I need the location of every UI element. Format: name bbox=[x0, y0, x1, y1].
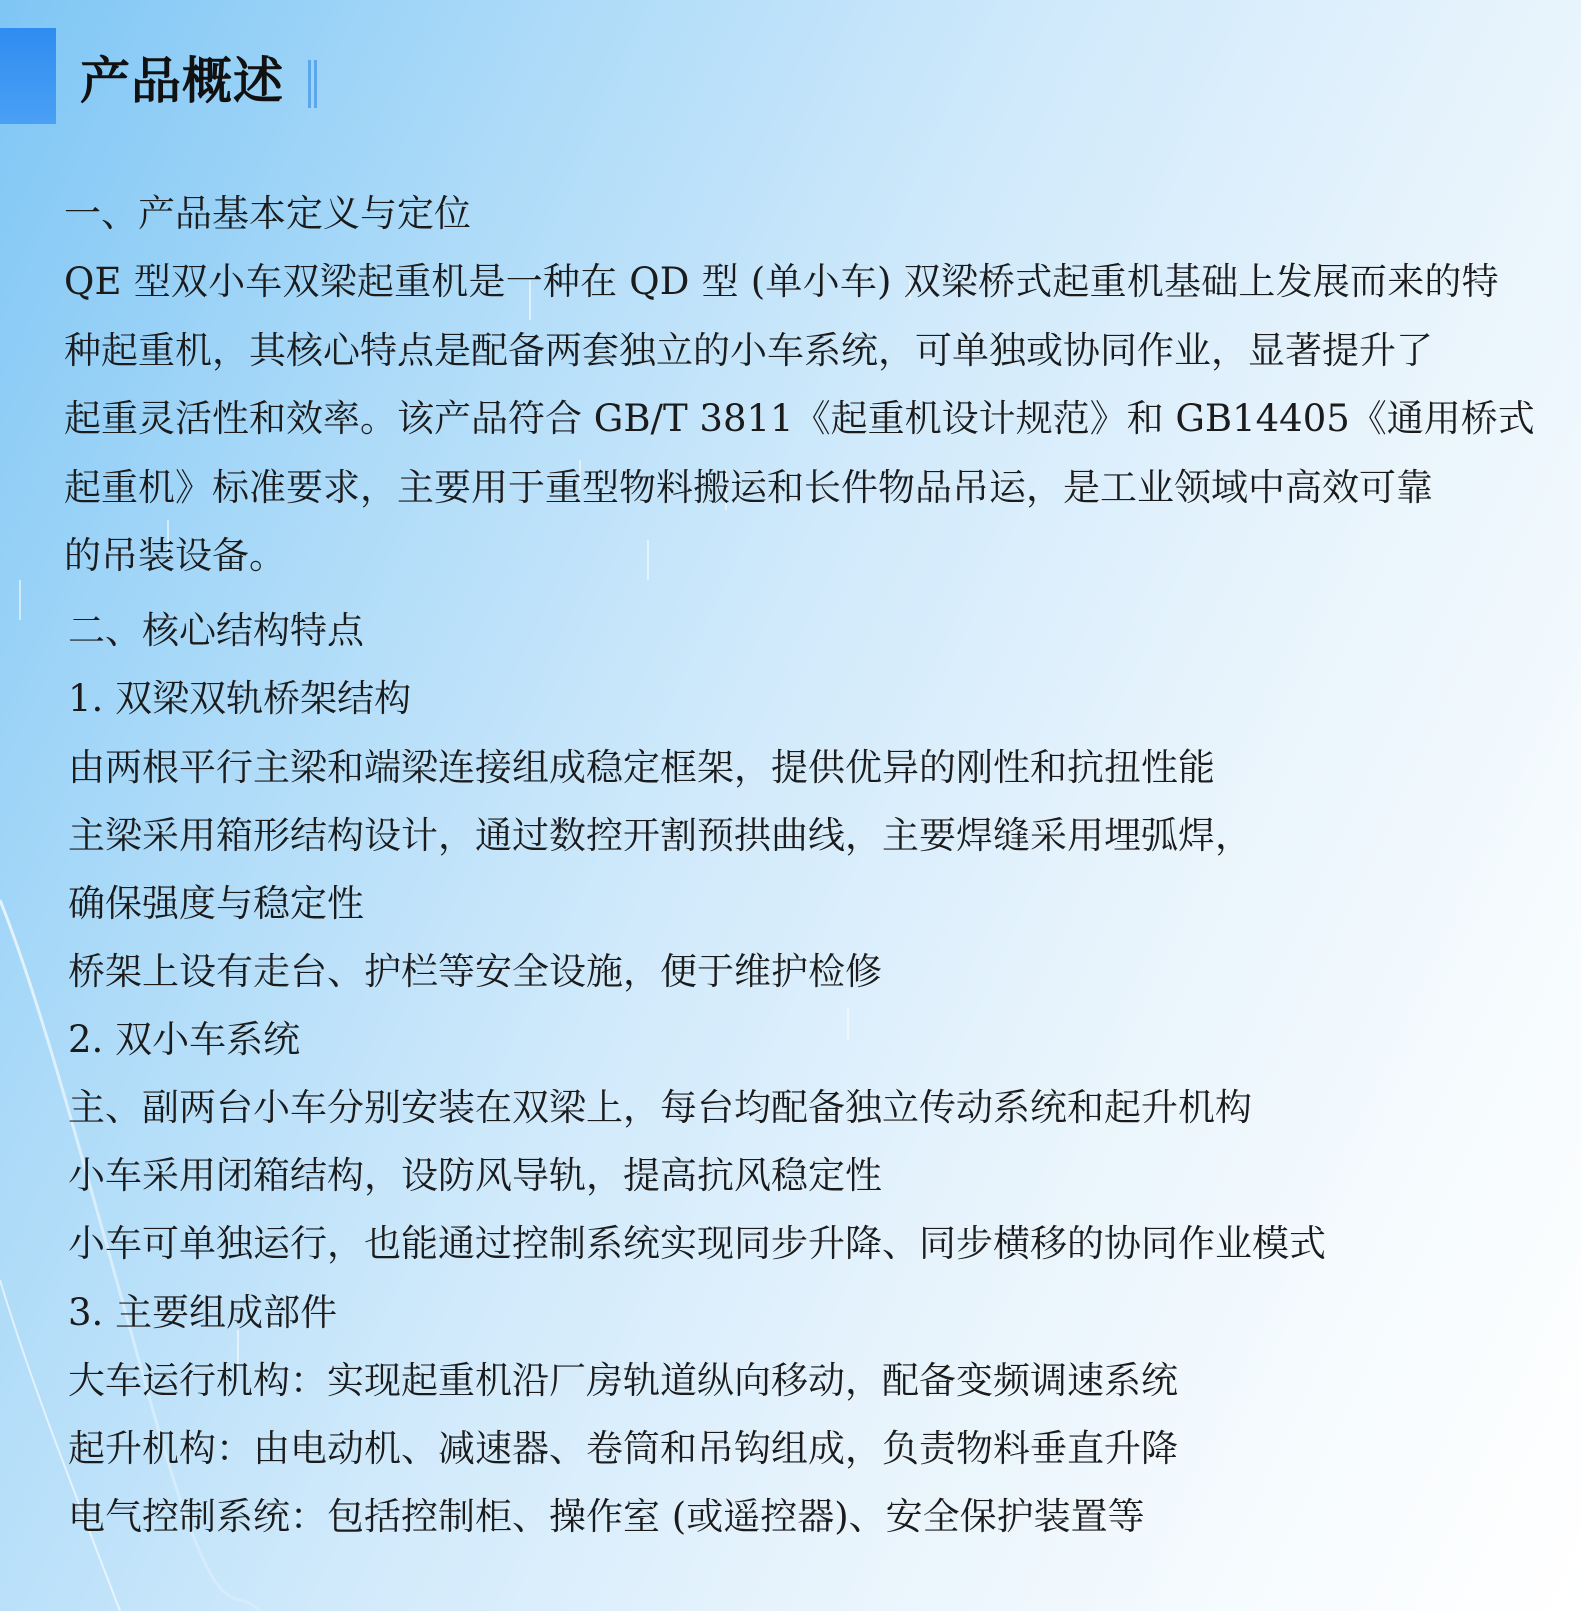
subsection-line: 小车可单独运行，也能通过控制系统实现同步升降、同步横移的协同作业模式 bbox=[68, 1222, 1326, 1265]
subsection-heading: 3. 主要组成部件 bbox=[68, 1291, 338, 1334]
subsection-line: 确保强度与稳定性 bbox=[68, 882, 364, 925]
subsection-heading: 2. 双小车系统 bbox=[68, 1018, 301, 1061]
title-accent-bar bbox=[0, 28, 56, 124]
section1-paragraph-line: 种起重机，其核心特点是配备两套独立的小车系统，可单独或协同作业，显著提升了 bbox=[64, 329, 1433, 372]
section1-heading: 一、产品基本定义与定位 bbox=[64, 192, 471, 235]
subsection-line: 桥架上设有走台、护栏等安全设施，便于维护检修 bbox=[68, 950, 882, 993]
title-marker-icon bbox=[308, 60, 320, 108]
section2-heading: 二、核心结构特点 bbox=[68, 609, 364, 652]
subsection-line: 由两根平行主梁和端梁连接组成稳定框架，提供优异的刚性和抗扭性能 bbox=[68, 746, 1215, 789]
subsection-line: 主梁采用箱形结构设计，通过数控开割预拱曲线，主要焊缝采用埋弧焊， bbox=[68, 814, 1252, 857]
page-title: 产品概述 bbox=[80, 52, 284, 110]
subsection-line: 小车采用闭箱结构，设防风导轨，提高抗风稳定性 bbox=[68, 1154, 882, 1197]
section1-paragraph-line: 起重机》标准要求，主要用于重型物料搬运和长件物品吊运，是工业领域中高效可靠 bbox=[64, 466, 1433, 509]
subsection-line: 主、副两台小车分别安装在双梁上，每台均配备独立传动系统和起升机构 bbox=[68, 1086, 1252, 1129]
subsection-line: 大车运行机构：实现起重机沿厂房轨道纵向移动，配备变频调速系统 bbox=[68, 1359, 1178, 1402]
subsection-line: 电气控制系统：包括控制柜、操作室 (或遥控器)、安全保护装置等 bbox=[68, 1495, 1145, 1538]
section1-paragraph-line: QE 型双小车双梁起重机是一种在 QD 型 (单小车) 双梁桥式起重机基础上发展而来的特 bbox=[64, 260, 1499, 303]
section1-paragraph-line: 起重灵活性和效率。该产品符合 GB/T 3811《起重机设计规范》和 GB14405《通用桥式 bbox=[64, 397, 1535, 440]
subsection-heading: 1. 双梁双轨桥架结构 bbox=[68, 677, 412, 720]
section1-paragraph-line: 的吊装设备。 bbox=[64, 534, 286, 577]
subsection-line: 起升机构：由电动机、减速器、卷筒和吊钩组成，负责物料垂直升降 bbox=[68, 1427, 1178, 1470]
